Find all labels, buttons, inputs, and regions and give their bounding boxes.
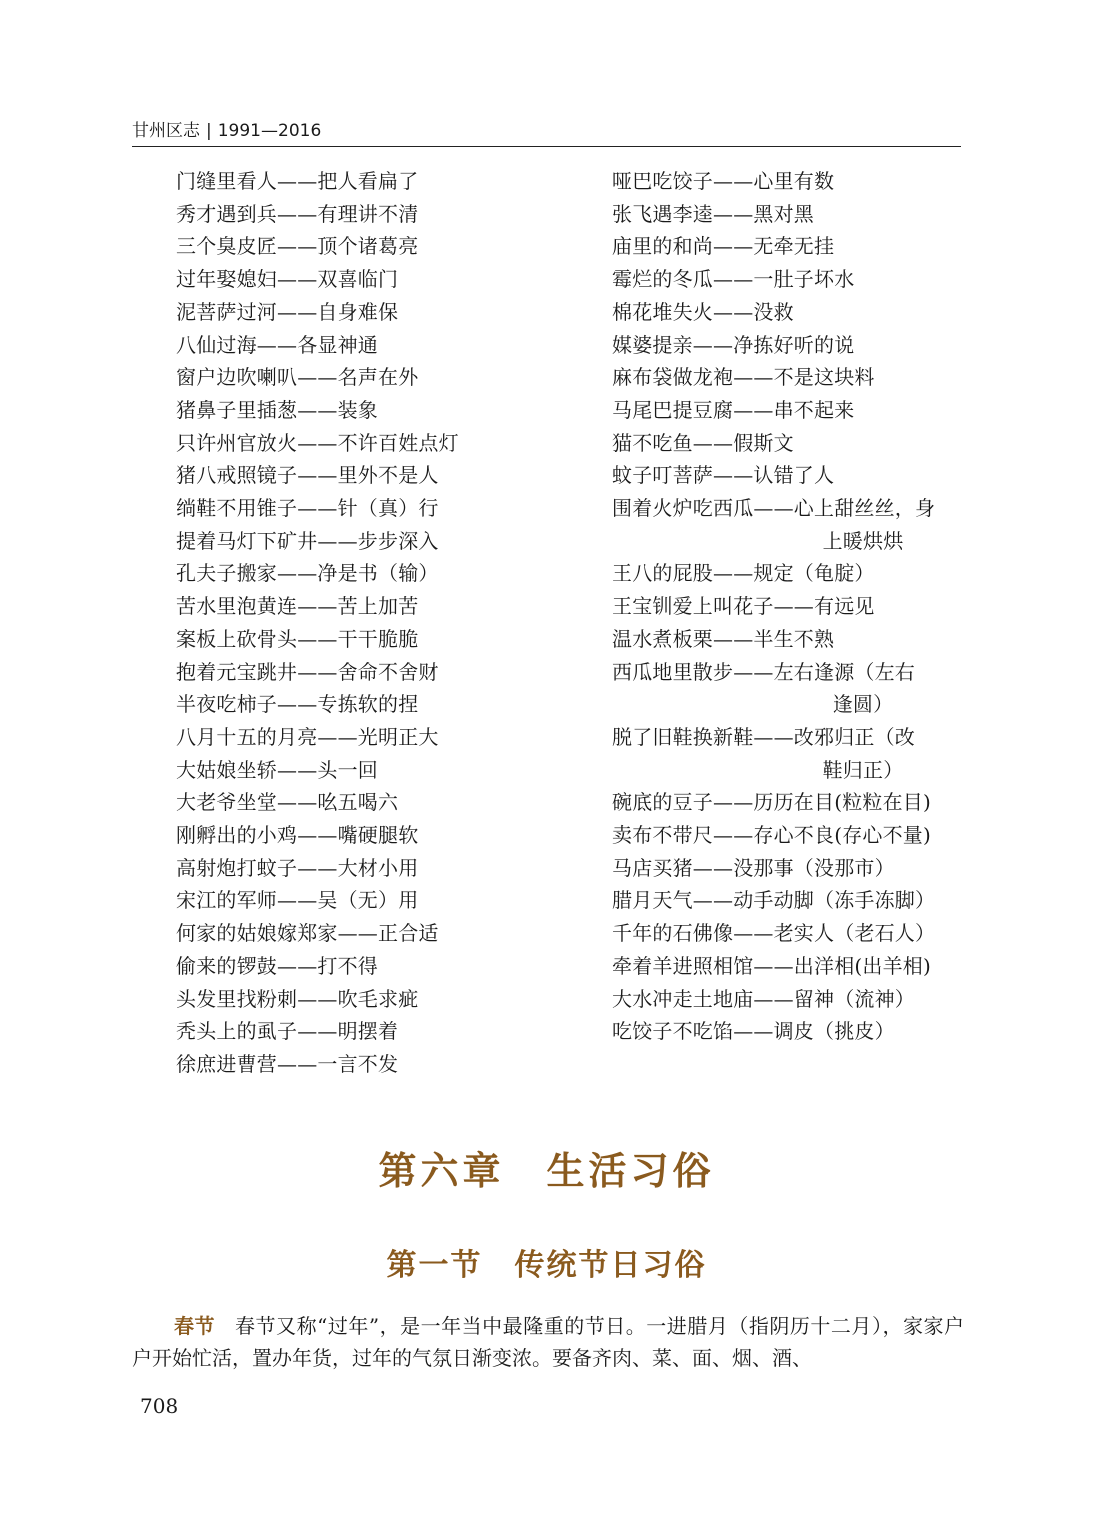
saying-item: [612, 721, 964, 786]
saying-item: [612, 656, 964, 721]
saying-item: 门缝里看人——把人看扁了: [176, 169, 419, 193]
saying-item: [612, 492, 964, 557]
year-range: 1991—2016: [217, 121, 322, 141]
saying-item: [612, 459, 964, 492]
saying-item: 八仙过海——各显神通: [176, 332, 378, 357]
saying-item: [612, 983, 964, 1016]
saying-item: 八月十五的月亮——光明正大: [176, 724, 439, 749]
saying-item: 过年娶媳妇——双喜临门: [176, 267, 399, 292]
paragraph-text: 春节又称“过年”，是一年当中最隆重的节日。一进腊月（指阴历十二月），家家户户开始忙活，置办年货，过年的气氛日渐变浓。要备齐肉、菜、面、烟、酒、: [132, 1314, 964, 1370]
book-title: 甘州区志: [132, 121, 200, 141]
saying-item: 抱着元宝跳井——舍命不舍财: [176, 659, 439, 684]
saying-line: 千年的石佛像——老实人（老石人）: [612, 921, 936, 946]
saying-item: 只许州官放火——不许百姓点灯: [176, 430, 459, 455]
saying-line: 温水煮板栗——半生不熟: [612, 626, 835, 651]
saying-item: [612, 329, 964, 362]
saying-line: 猫不吃鱼——假斯文: [612, 430, 794, 455]
saying-item: 猪鼻子里插葱——装象: [176, 397, 378, 422]
saying-line: 吃饺子不吃馅——调皮（挑皮）: [612, 1019, 895, 1044]
section-title: 第一节 传统节日习俗: [386, 1248, 707, 1283]
saying-line: 庙里的和尚——无牵无挂: [612, 234, 835, 259]
saying-item: [612, 786, 964, 819]
saying-item: [612, 950, 964, 983]
saying-item: 三个臭皮匠——顶个诸葛亮: [176, 234, 419, 259]
saying-line: 王宝钏爱上叫花子——有远见: [612, 594, 875, 619]
saying-item: [612, 590, 964, 623]
saying-item: [612, 557, 964, 590]
saying-item: [612, 623, 964, 656]
saying-item: [612, 852, 964, 885]
saying-item: 秀才遇到兵——有理讲不清: [176, 201, 419, 226]
saying-line: 卖布不带尺——存心不良(存心不量): [612, 823, 932, 848]
saying-item: 绱鞋不用锥子——针（真）行: [176, 496, 439, 521]
saying-item: [612, 819, 964, 852]
saying-line: 媒婆提亲——净拣好听的说: [612, 332, 855, 357]
saying-line: 霉烂的冬瓜——一肚子坏水: [612, 267, 855, 292]
saying-item: 何家的姑娘嫁郑家——正合适: [176, 921, 439, 946]
saying-item: [612, 230, 964, 263]
saying-item: 半夜吃柿子——专拣软的捏: [176, 692, 419, 717]
header-separator: |: [206, 121, 212, 141]
saying-item: 苦水里泡黄连——苦上加苦: [176, 594, 419, 619]
saying-line: 牵着羊进照相馆——出洋相(出羊相): [612, 953, 932, 978]
saying-item: 孔夫子搬家——净是书（输）: [176, 561, 439, 586]
left-column-list: [176, 165, 536, 1081]
saying-item: 徐庶进曹营——一言不发: [176, 1051, 399, 1076]
saying-item: [612, 296, 964, 329]
page-number: 708: [140, 1394, 179, 1418]
saying-line: 围着火炉吃西瓜——心上甜丝丝，身: [612, 496, 936, 521]
saying-item: 案板上砍骨头——干干脆脆: [176, 626, 419, 651]
saying-item: [612, 884, 964, 917]
saying-item: 窗户边吹喇叭——名声在外: [176, 365, 419, 390]
saying-line: 腊月天气——动手动脚（冻手冻脚）: [612, 888, 936, 913]
saying-item: [612, 917, 964, 950]
running-header: [132, 120, 961, 147]
saying-item: 猪八戒照镜子——里外不是人: [176, 463, 439, 488]
saying-item: [612, 165, 964, 198]
saying-item: 刚孵出的小鸡——嘴硬腿软: [176, 823, 419, 848]
saying-line: 麻布袋做龙袍——不是这块料: [612, 365, 875, 390]
saying-line: 脱了旧鞋换新鞋——改邪归正（改: [612, 724, 915, 749]
saying-item: 高射炮打蚊子——大材小用: [176, 855, 419, 880]
saying-item: [612, 394, 964, 427]
saying-line: 西瓜地里散步——左右逢源（左右: [612, 659, 915, 684]
saying-line: 马店买猪——没那事（没那市）: [612, 855, 895, 880]
saying-line-continued: 鞋归正）: [822, 757, 904, 782]
saying-item: [612, 361, 964, 394]
saying-item: [612, 427, 964, 460]
saying-line: 哑巴吃饺子——心里有数: [612, 169, 835, 193]
saying-item: 泥菩萨过河——自身难保: [176, 299, 399, 324]
saying-item: 大老爷坐堂——吆五喝六: [176, 790, 399, 815]
chapter-title: 第六章 生活习俗: [378, 1149, 715, 1193]
saying-item: [612, 1015, 964, 1048]
saying-line: 张飞遇李逵——黑对黑: [612, 201, 814, 226]
right-column-list: [612, 165, 964, 1048]
saying-item: [612, 198, 964, 231]
saying-line: 马尾巴提豆腐——串不起来: [612, 397, 855, 422]
saying-item: 头发里找粉刺——吹毛求疵: [176, 986, 419, 1011]
saying-line: 碗底的豆子——历历在目(粒粒在目): [612, 790, 932, 815]
saying-line-continued: 逢圆）: [832, 692, 894, 717]
saying-item: 偷来的锣鼓——打不得: [176, 953, 378, 978]
saying-item: 宋江的军师——吴（无）用: [176, 888, 419, 913]
saying-item: 大姑娘坐轿——头一回: [176, 757, 378, 782]
saying-line: 王八的屁股——规定（龟腚）: [612, 561, 875, 586]
paragraph-lead: 春节: [174, 1314, 216, 1338]
saying-line: 棉花堆失火——没救: [612, 299, 794, 324]
saying-line: 大水冲走土地庙——留神（流神）: [612, 986, 915, 1011]
saying-item: [612, 263, 964, 296]
saying-line: 蚊子叮菩萨——认错了人: [612, 463, 835, 488]
saying-item: 秃头上的虱子——明摆着: [176, 1019, 399, 1044]
saying-item: 提着马灯下矿井——步步深入: [176, 528, 439, 553]
body-paragraph: [132, 1310, 964, 1374]
saying-line-continued: 上暖烘烘: [822, 528, 904, 553]
